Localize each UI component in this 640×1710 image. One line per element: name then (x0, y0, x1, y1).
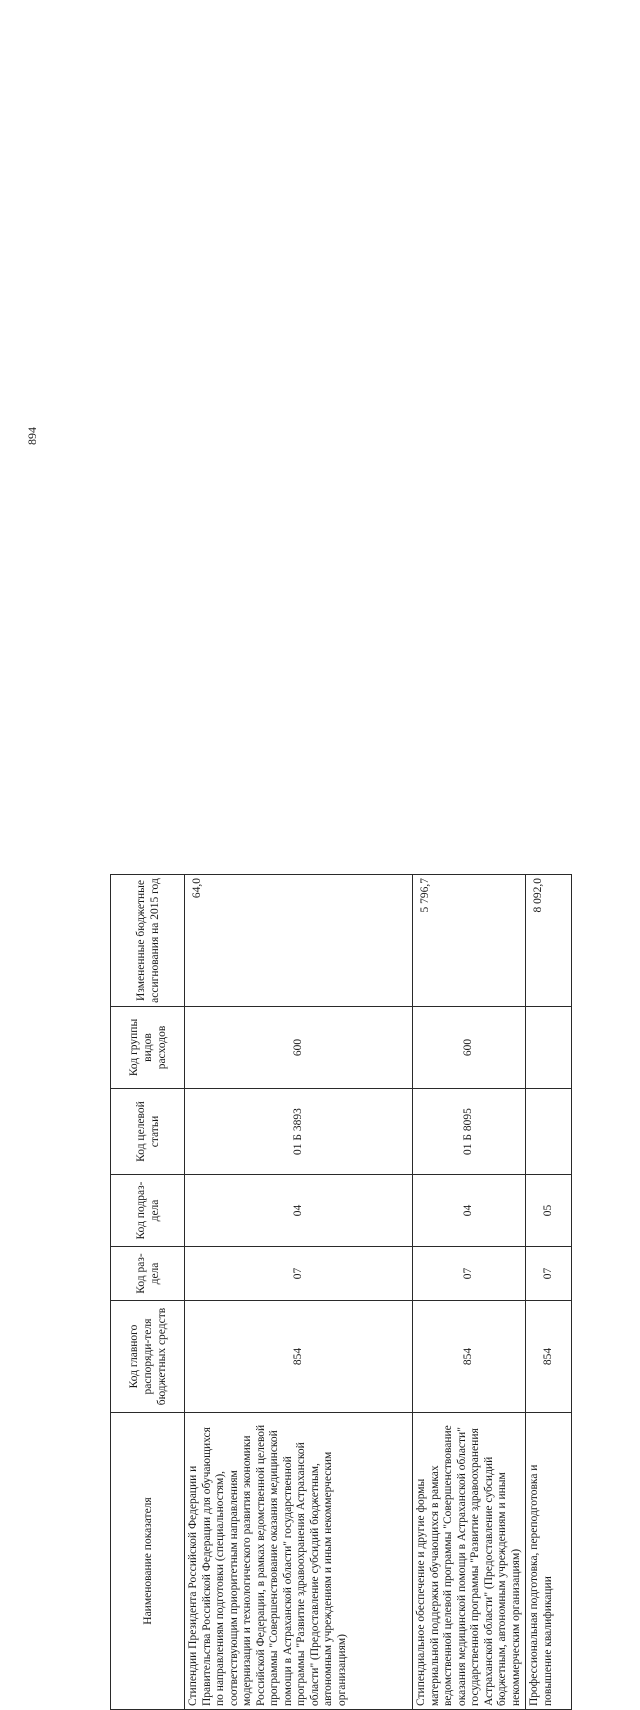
cell-podrazdel: 04 (185, 1175, 413, 1247)
column-header: Код целевой статьи (111, 1089, 185, 1175)
cell-grbs: 854 (526, 1301, 572, 1413)
cell-name: Стипендии Президента Российской Федерации и Правительства Российской Федерации для обучающихся по направлениям подготовки (специальностям), соответствующим приоритетным направлениям модернизации и технологического развития экономики Российской Федерации, в рамках ведомственной целевой программы "Совершенствование оказания медицинской помощи в Астраханской области" государственной программы "Развитие здравоохранения Астраханской области" (Предоставление субсидий бюджетным, автономным учреждениям и иным некоммерческим организациям) (185, 1413, 413, 1710)
cell-razdel: 07 (526, 1247, 572, 1301)
cell-vid: 600 (413, 1007, 526, 1089)
column-header: Наименование показателя (111, 1413, 185, 1710)
page-number: 894 (25, 427, 39, 445)
header-row (111, 875, 185, 1710)
cell-grbs: 854 (185, 1301, 413, 1413)
cell-tselevaya: 01 Б 8095 (413, 1089, 526, 1175)
budget-table (110, 874, 572, 1710)
cell-amount: 5 796,7 (413, 875, 526, 1007)
cell-name: Стипендиальное обеспечение и другие формы материальной поддержки обучающихся в рамках ведомственной целевой программы "Совершенствование оказания медицинской помощи в Астраханской области" государственной программы "Развитие здравоохранения Астраханской области" (Предоставление субсидий бюджетным, автономным учреждениям и иным некоммерческим организациям) (413, 1413, 526, 1710)
column-header: Код группы видов расходов (111, 1007, 185, 1089)
table-row (526, 875, 572, 1710)
cell-tselevaya: 01 Б 3893 (185, 1089, 413, 1175)
cell-vid (526, 1007, 572, 1089)
cell-razdel: 07 (185, 1247, 413, 1301)
column-header: Код главного распоряди-теля бюджетных средств (111, 1301, 185, 1413)
table-row (413, 875, 526, 1710)
cell-tselevaya (526, 1089, 572, 1175)
column-header: Код раз-дела (111, 1247, 185, 1301)
cell-podrazdel: 04 (413, 1175, 526, 1247)
rotated-table-container (110, 875, 560, 1710)
cell-razdel: 07 (413, 1247, 526, 1301)
cell-vid: 600 (185, 1007, 413, 1089)
cell-amount: 64,0 (185, 875, 413, 1007)
cell-name: Профессиональная подготовка, переподготовка и повышение квалификации (526, 1413, 572, 1710)
cell-grbs: 854 (413, 1301, 526, 1413)
table-row (185, 875, 413, 1710)
column-header: Измененные бюджетные ассигнования на 2015 год (111, 875, 185, 1007)
column-header: Код подраз-дела (111, 1175, 185, 1247)
cell-podrazdel: 05 (526, 1175, 572, 1247)
cell-amount: 8 092,0 (526, 875, 572, 1007)
